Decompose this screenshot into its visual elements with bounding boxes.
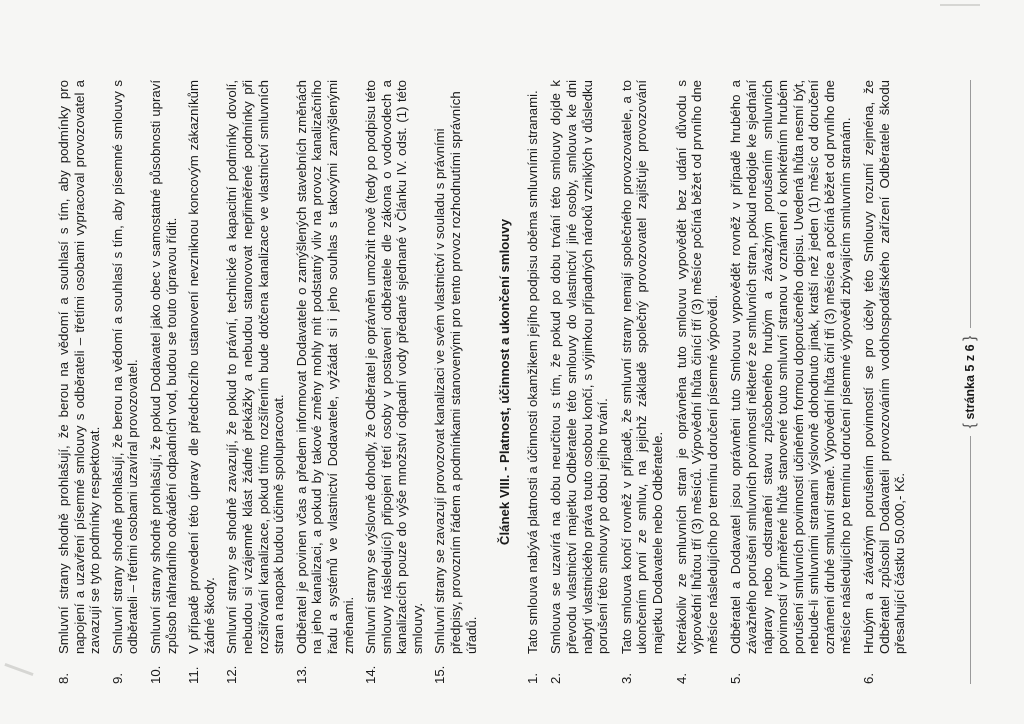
article-clause-1 <box>525 80 541 684</box>
clause-number: 5. <box>728 673 744 684</box>
clause-8 <box>56 80 103 684</box>
clause-text: Smluvní strany se výslovně dohodly, že Odběratel je oprávněn umožnit nově (tedy po podpisu této smlouvy následující) připojení třetí osoby v postavení odběratele dle zákona o vodovodech a kanalizacích pouze do výše množství odpadní vody předané sjednané v Článku IV. odst. (1) této smlouvy. <box>363 80 425 654</box>
clause-number: 2. <box>548 673 564 684</box>
clause-text: Smluvní strany shodně prohlašují, že berou na vědomí a souhlasí s tím, aby podmínky pro napojení a uzavření písemné smlouvy s odběrateli – třetími osobami vypracoval provozovatel a zavazují se tyto podmínky respektovat. <box>56 80 103 654</box>
footer-rule-right <box>970 80 971 328</box>
clause-text: Kterákoliv ze smluvních stran je oprávněna tuto smlouvu vypovědět bez udání důvodu s výpovědní lhůtou tří (3) měsíců. Výpovědní lhůta činící tří (3) měsíce počíná běžet od prvního dne měsíce následujícího po termínu doručení písemné výpovědi. <box>673 80 720 654</box>
clause-text: Smluvní strany se zavazují provozovat kanalizaci ve svém vlastnictví v souladu s právními předpisy, provozním řádem a podmínkami stanovenými pro tento provoz rozhodnutími správních úřadů. <box>432 91 479 654</box>
clause-number: 11. <box>186 666 202 684</box>
article-clause-2 <box>548 80 610 684</box>
clause-text: Hrubým a závažným porušením povinností se pro účely této Smlouvy rozumí zejména, že Odběratel způsobil Dodavateli provozováním vodohospodářského zařízení Odběratele škodu přesahující částku 50.000,- Kč. <box>861 80 908 654</box>
clause-list <box>56 80 479 684</box>
clause-number: 10. <box>147 665 163 684</box>
clause-text: Odběratel je povinen včas a předem informovat Dodavatele o zamýšlených stavebních změnách na jeho kanalizaci, a pokud by takové změny mohly mít podstatný vliv na provoz kanalizačního řadu a systémů ve vlastnictví Dodavatele, vyžádat si i jeho souhlas s takovými zamýšlenými změnami. <box>293 80 356 654</box>
clause-number: 9. <box>109 673 125 684</box>
clause-text: Odběratel a Dodavatel jsou oprávněni tuto Smlouvu vypovědět rovněž v případě hrubého a závažného porušení smluvních povinností některé ze smluvních stran, pokud nedojde ke sjednání nápravy nebo odstranění stavu způsobeného hrubým a závažným porušením smluvních povinností v přiměřené lhůtě stanovené touto smluvní stranou v oznámení o konkrétním hrubém porušení smluvních povinností učiněném formou doporučeného dopisu. Uvedená lhůta nesmí být, nebude-li smluvními stranami výslovně dohodnuto jinak, kratší než jeden (1) měsíc od doručení oznámení druhé smluvní straně. Výpovědní lhůta činí tři (3) měsíce a počíná běžet od prvního dne měsíce následujícího po termínu doručení písemné výpovědi zbývajícím smluvním stranám. <box>728 80 853 654</box>
clause-number: 1. <box>524 673 540 684</box>
clause-number: 12. <box>224 665 240 684</box>
article-clause-3 <box>619 80 666 684</box>
clause-number: 13. <box>293 665 309 684</box>
clause-text: Smluvní strany se shodně zavazují, že pokud to právní, technické a kapacitní podmínky dovolí, nebudou si vzájemně klást žádné překážky a nebudou stanovovat nepřiměřené podmínky při rozšiřování kanalizace, pokud tímto rozšířením bude dotčena kanalizace ve vlastnictví smluvních stran a naopak budou účinně spolupracovat. <box>224 80 287 654</box>
article-clause-5 <box>728 80 853 684</box>
page-footer <box>960 80 980 684</box>
clause-9 <box>110 80 141 684</box>
clause-number: 3. <box>618 673 634 684</box>
clause-text: Smluvní strany shodně prohlašují, že berou na vědomí a souhlasí s tím, aby písemné smlouvy s odběrateli – třetími osobami uzavíral provozovatel. <box>109 80 141 654</box>
clause-text: Smluvní strany shodně prohlašují, že pokud Dodavatel jako obec v samostatné působnosti upraví způsob náhradního odvádění odpadních vod, budou se touto úpravou řídit. <box>147 80 179 654</box>
bracket-right-icon: } <box>960 335 978 341</box>
clause-text: V případě provedení této úpravy dle předchozího ustanovení nevzniknou koncovým zákazníkům žádné škody. <box>186 80 217 654</box>
clause-10 <box>148 80 179 684</box>
clause-number: 4. <box>673 673 689 684</box>
article-clause-4 <box>674 80 721 684</box>
clause-number: 14. <box>363 665 379 684</box>
clause-number: 15. <box>432 665 448 684</box>
clause-11 <box>186 80 217 684</box>
article-clause-list <box>525 80 908 684</box>
clause-number: 8. <box>56 673 71 684</box>
clause-12 <box>224 80 286 684</box>
clause-text: Tato smlouva nabývá platnosti a účinnosti okamžikem jejího podpisu oběma smluvními stranami. <box>524 90 540 654</box>
bracket-left-icon: { <box>960 423 978 429</box>
clause-13 <box>294 80 356 684</box>
page-number-text: stránka 5 z 6 <box>962 344 977 420</box>
clause-text: Smlouva se uzavírá na dobu neurčitou s tím, že pokud po dobu trvání této smlouvy dojde k převodu vlastnictví majetku Odběratele této smlouvy do vlastnictví jiné osoby, smlouva ke dni nabytí vlastnického práva touto osobou končí, s výjimkou případných nároků vzniklých v důsledku porušení této smlouvy po dobu jejího trvání. <box>548 80 611 654</box>
article-heading: Článek VIII. - Platnost, účinnost a ukončení smlouvy <box>497 218 513 546</box>
clause-14 <box>363 80 425 684</box>
clause-text: Tato smlouva končí rovněž v případě, že smluvní strany nemají společného provozovatele, a to ukončením první ze smluv, na jejichž základě společný provozovatel zajišťuje provozování majetku Dodavatele nebo Odběratele. <box>618 80 665 654</box>
clause-number: 6. <box>861 673 877 684</box>
page-number-label <box>962 328 979 437</box>
document-body <box>56 80 916 684</box>
article-clause-6 <box>861 80 908 684</box>
footer-rule-left <box>970 436 971 684</box>
clause-15 <box>432 80 479 684</box>
